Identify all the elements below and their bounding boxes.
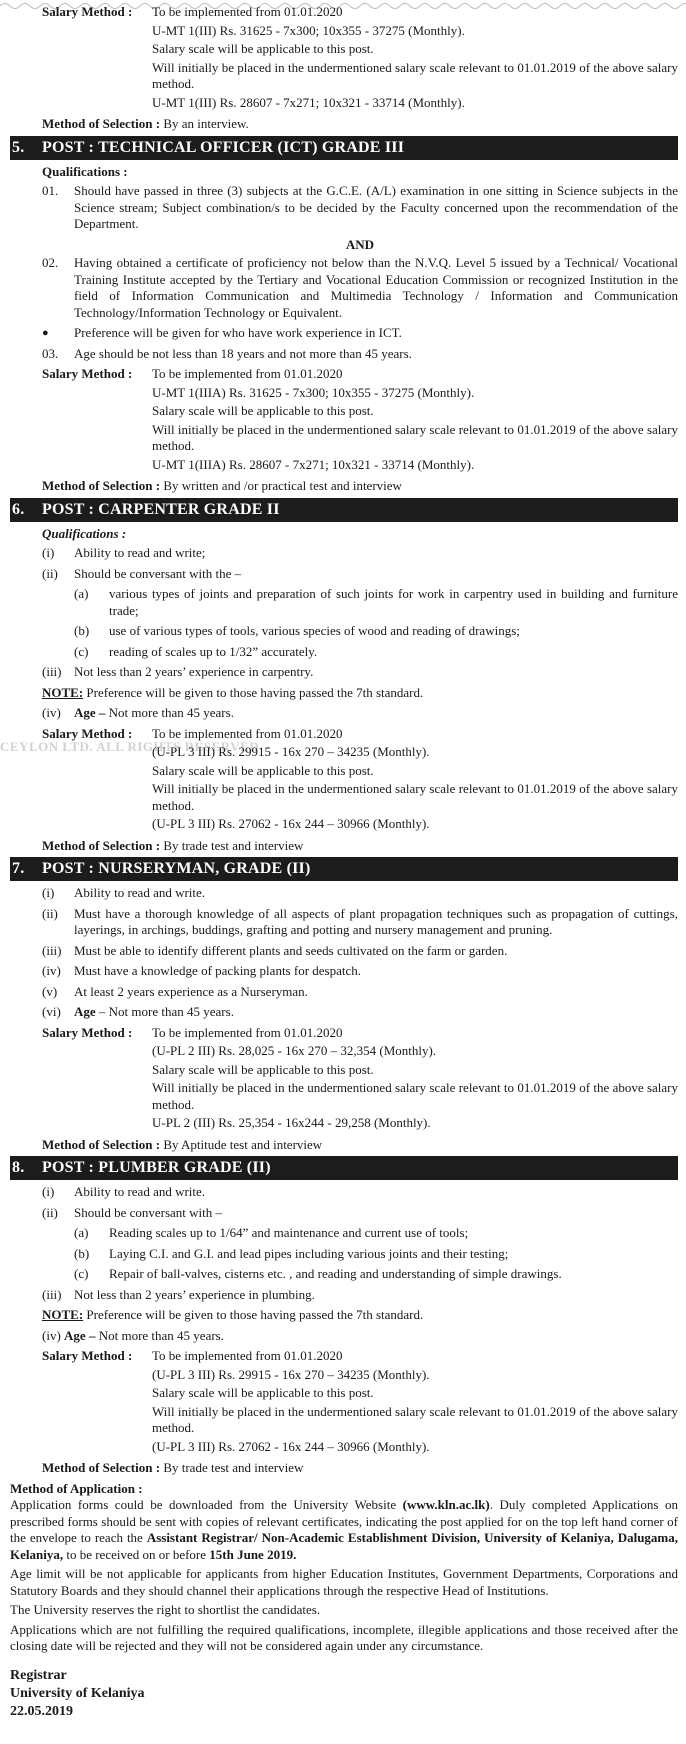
salary-line: Will initially be placed in the undermentioned salary scale relevant to 01.01.2019 of the above salary method. (152, 781, 678, 813)
post-heading-6 (10, 498, 678, 522)
item-text: Ability to read and write; (74, 545, 206, 560)
salary-line: (U-PL 2 III) Rs. 28,025 - 16x 270 – 32,354 (Monthly). (152, 1043, 437, 1058)
item-number: (ii) (42, 565, 58, 581)
item-number: (a) (74, 586, 89, 601)
item-text: Not less than 2 years’ experience in carpentry. (74, 664, 314, 679)
list-item (10, 183, 678, 233)
item-text: various types of joints and preparation of such joints for work in carpentry used in building and furniture trade; (109, 586, 678, 618)
salary-method-label: Salary Method : (42, 1024, 133, 1040)
post-heading-7 (10, 857, 678, 881)
salary-method (10, 726, 678, 835)
item-text: Repair of ball-valves, cisterns etc. , and reading and understanding of simple drawings. (109, 1266, 562, 1281)
note (10, 1307, 678, 1324)
salary-line: U-MT 1(III) Rs. 28607 - 7x271; 10x321 - 33714 (Monthly). (152, 94, 465, 110)
address: Assistant Registrar/ Non-Academic Establishment Division, University of Kelaniya, Dalugama, Kelaniya, (10, 1530, 678, 1562)
salary-line: To be implemented from 01.01.2020 (152, 4, 343, 19)
item-number: (i) (42, 545, 55, 560)
item-number: (a) (74, 1225, 89, 1240)
method-of-selection (10, 1460, 678, 1477)
item-number: (iv) (42, 963, 61, 978)
salary-line: To be implemented from 01.01.2020 (152, 725, 343, 741)
list-item (10, 943, 678, 960)
preference-bullet (10, 325, 678, 342)
watermark: CEYLON LTD. ALL RIGHTS RESERVED (0, 739, 260, 754)
website-link[interactable]: (www.kln.ac.lk) (402, 1497, 490, 1512)
mos-label: Method of Selection : (42, 116, 161, 131)
salary-method-label: Salary Method : (42, 366, 133, 381)
sub-item (10, 1225, 678, 1242)
age-text: Not more than 45 years. (98, 1327, 224, 1343)
note-text: Preference will be given to those having passed the 7th standard. (86, 1307, 424, 1322)
item-text: Should have passed in three (3) subjects at the G.C.E. (A/L) examination in one sitting in Science subjects in the Science stream; Subject combination/s to be decided by the Faculty concerned upon the recommendation of the Department. (74, 183, 678, 231)
list-item (10, 984, 678, 1001)
item-number: (iii) (42, 942, 62, 958)
post-number: 5. (12, 138, 25, 156)
salary-line: Will initially be placed in the undermentioned salary scale relevant to 01.01.2019 of the above salary method. (152, 421, 678, 453)
list-item (10, 963, 678, 980)
post-number: 8. (12, 1159, 25, 1176)
item-number: (iii) (42, 1286, 62, 1302)
note (10, 685, 678, 702)
age-text: – Not more than 45 years. (98, 1004, 234, 1019)
item-number: (v) (42, 983, 58, 999)
item-text: Must be able to identify different plants and seeds cultivated on the farm or garden. (74, 942, 508, 958)
mos-label: Method of Selection : (42, 478, 161, 493)
salary-line: U-MT 1(III) Rs. 31625 - 7x300; 10x355 - 37275 (Monthly). (152, 22, 465, 38)
item-text: Reading scales up to 1/64” and maintenance and current use of tools; (109, 1225, 469, 1240)
age-text: Not more than 45 years. (108, 705, 234, 720)
salary-line: Will initially be placed in the undermentioned salary scale relevant to 01.01.2019 of the above salary method. (152, 1080, 678, 1112)
list-item (10, 255, 678, 321)
salary-line: U-PL 2 (III) Rs. 25,354 - 16x244 - 29,258 (Monthly). (152, 1115, 431, 1130)
list-item (10, 1287, 678, 1304)
salary-line: Will initially be placed in the undermentioned salary scale relevant to 01.01.2019 of the above salary method. (152, 59, 678, 91)
item-text: use of various types of tools, various species of wood and reading of drawings; (109, 623, 520, 638)
salary-line: (U-PL 3 III) Rs. 29915 - 16x 270 – 34235 (Monthly). (152, 744, 430, 759)
salary-line: Salary scale will be applicable to this post. (152, 41, 374, 56)
and-separator: AND (345, 236, 375, 252)
sub-item (10, 623, 678, 640)
item-text: Must have a thorough knowledge of all aspects of plant propagation techniques such as propagation of cuttings, layerings, in archings, buddings, grafting and potting and nursery management and pruning. (74, 905, 678, 937)
mos-value: By Aptitude test and interview (163, 1136, 323, 1152)
note-label: NOTE: (42, 684, 84, 700)
item-text: Preference will be given for who have work experience in ICT. (74, 325, 402, 340)
mos-value: By trade test and interview (163, 837, 304, 853)
sub-item (10, 1266, 678, 1283)
item-number: (c) (74, 643, 89, 659)
method-of-selection (10, 478, 678, 495)
salary-method (10, 1348, 678, 1457)
closing-date: 15th June 2019. (209, 1546, 297, 1562)
item-number: (b) (74, 1245, 90, 1261)
salary-line: To be implemented from 01.01.2020 (152, 1348, 343, 1363)
list-item (10, 346, 678, 363)
post-heading-8 (10, 1156, 678, 1180)
sub-item (10, 586, 678, 619)
mos-value: By trade test and interview (163, 1460, 304, 1475)
age-item (10, 1004, 678, 1021)
list-item (10, 566, 678, 583)
application-paragraph (10, 1497, 678, 1563)
signature-date: 22.05.2019 (10, 1703, 73, 1719)
item-text: At least 2 years experience as a Nurseryman. (74, 983, 308, 999)
post-heading-5 (10, 136, 678, 160)
method-of-selection (10, 838, 678, 855)
item-number: (i) (42, 885, 55, 900)
salary-method (10, 366, 678, 475)
item-number: (ii) (42, 1204, 58, 1220)
item-number: (b) (74, 623, 90, 638)
method-of-application-heading: Method of Application : (10, 1480, 143, 1496)
item-text: Ability to read and write. (74, 1184, 206, 1199)
item-number: (iii) (42, 664, 62, 679)
salary-line: Will initially be placed in the undermentioned salary scale relevant to 01.01.2019 of the above salary method. (152, 1403, 678, 1435)
salary-method (10, 1025, 678, 1134)
age-item (10, 1328, 678, 1345)
signatory-org: University of Kelaniya (10, 1685, 145, 1701)
item-number: (i) (42, 1184, 55, 1199)
salary-line: U-MT 1(IIIA) Rs. 28607 - 7x271; 10x321 - 33714 (Monthly). (152, 456, 475, 472)
age-label: Age (74, 1004, 96, 1019)
salary-line: To be implemented from 01.01.2020 (152, 366, 343, 381)
qualifications-heading: Qualifications : (42, 163, 128, 179)
age-item (10, 705, 678, 722)
mos-label: Method of Selection : (42, 1136, 161, 1152)
sub-item (10, 1246, 678, 1263)
note-text: Preference will be given to those having passed the 7th standard. (86, 684, 424, 700)
mos-value: By written and /or practical test and interview (163, 478, 402, 493)
salary-line: Salary scale will be applicable to this post. (152, 403, 374, 418)
note-label: NOTE: (42, 1307, 84, 1322)
item-number: (ii) (42, 905, 58, 921)
salary-line: Salary scale will be applicable to this post. (152, 762, 374, 778)
item-text: reading of scales up to 1/32” accurately. (109, 643, 318, 659)
paragraph-text: to be received on or before (63, 1546, 210, 1562)
item-number: (c) (74, 1266, 89, 1281)
salary-method-label: Salary Method : (42, 725, 133, 741)
age-label: Age – (74, 705, 106, 720)
mos-label: Method of Selection : (42, 837, 161, 853)
method-of-selection (10, 1137, 678, 1154)
list-item (10, 1184, 678, 1201)
item-text: Ability to read and write. (74, 885, 206, 900)
item-text: Should be conversant with the – (74, 565, 242, 581)
item-text: Age should be not less than 18 years and not more than 45 years. (74, 345, 412, 361)
salary-method-label: Salary Method : (42, 1348, 133, 1363)
salary-line: (U-PL 3 III) Rs. 27062 - 16x 244 – 30966 (Monthly). (152, 816, 430, 831)
item-text: Having obtained a certificate of proficiency not below than the N.V.Q. Level 5 issued by a Technical/ Vocational Training Institute accepted by the Tertiary and Vocational Education Commission or recognized Institution in the field of Information Communication and Multimedia Technology / Information and Communication Technology/Information Technology or Equivalent. (74, 255, 678, 320)
salary-line: U-MT 1(IIIA) Rs. 31625 - 7x300; 10x355 - 37275 (Monthly). (152, 384, 475, 400)
item-text: Should be conversant with – (74, 1204, 223, 1220)
post-title: POST : CARPENTER GRADE II (42, 500, 280, 518)
age-label: Age – (64, 1327, 96, 1343)
signature-block (10, 1667, 678, 1721)
salary-line: Salary scale will be applicable to this post. (152, 1061, 374, 1077)
post-number: 7. (12, 860, 25, 877)
age-limit-paragraph: Age limit will be not applicable for applicants from higher Education Institutes, Government Departments, Corporations and Statutory Boards and they should channel their applications through the respective Head of Institutions. (10, 1566, 678, 1598)
item-text: Must have a knowledge of packing plants for despatch. (74, 963, 362, 978)
paragraph-text: . Duly completed Applications on prescribed forms should be sent with copies of relevant certificates, indicating the post applied for on the top left hand corner of the envelope to reach the (10, 1497, 678, 1545)
salary-line: (U-PL 3 III) Rs. 29915 - 16x 270 – 34235 (Monthly). (152, 1366, 430, 1382)
document-page (10, 4, 678, 1721)
post-title: POST : NURSERYMAN, GRADE (II) (42, 860, 311, 877)
paragraph-text: Application forms could be downloaded from the University Website (10, 1497, 403, 1512)
list-item (10, 1205, 678, 1222)
post-title: POST : TECHNICAL OFFICER (ICT) GRADE III (42, 138, 405, 156)
list-item (10, 885, 678, 902)
list-item (10, 906, 678, 939)
list-item (10, 545, 678, 562)
signatory-title: Registrar (10, 1667, 67, 1683)
item-text: Laying C.I. and G.I. and lead pipes including various joints and their testing; (109, 1245, 509, 1261)
item-number: (vi) (42, 1004, 61, 1019)
salary-line: To be implemented from 01.01.2020 (152, 1024, 343, 1040)
salary-method-label: Salary Method : (42, 4, 133, 19)
rejection-paragraph: Applications which are not fulfilling the required qualifications, incomplete, illegible applications and those received after the closing date will be rejected and they will not be considered again under any circumstance. (10, 1621, 678, 1653)
qualifications-heading: Qualifications : (42, 525, 127, 541)
salary-line: Salary scale will be applicable to this post. (152, 1385, 374, 1400)
item-number: (iv) (42, 1327, 61, 1343)
method-of-selection (10, 116, 678, 133)
item-number: 03. (42, 345, 59, 361)
bullet-icon: ● (42, 327, 49, 339)
item-number: 02. (42, 255, 59, 270)
sub-item (10, 644, 678, 661)
item-number: (iv) (42, 705, 61, 720)
salary-method (10, 4, 678, 113)
mos-value: By an interview. (163, 116, 249, 131)
item-text: Not less than 2 years’ experience in plumbing. (74, 1286, 315, 1302)
mos-label: Method of Selection : (42, 1460, 161, 1475)
shortlist-paragraph: The University reserves the right to shortlist the candidates. (10, 1602, 321, 1617)
item-number: 01. (42, 183, 59, 198)
post-title: POST : PLUMBER GRADE (II) (42, 1159, 271, 1176)
salary-line: (U-PL 3 III) Rs. 27062 - 16x 244 – 30966 (Monthly). (152, 1438, 430, 1454)
post-number: 6. (12, 500, 25, 518)
list-item (10, 664, 678, 681)
